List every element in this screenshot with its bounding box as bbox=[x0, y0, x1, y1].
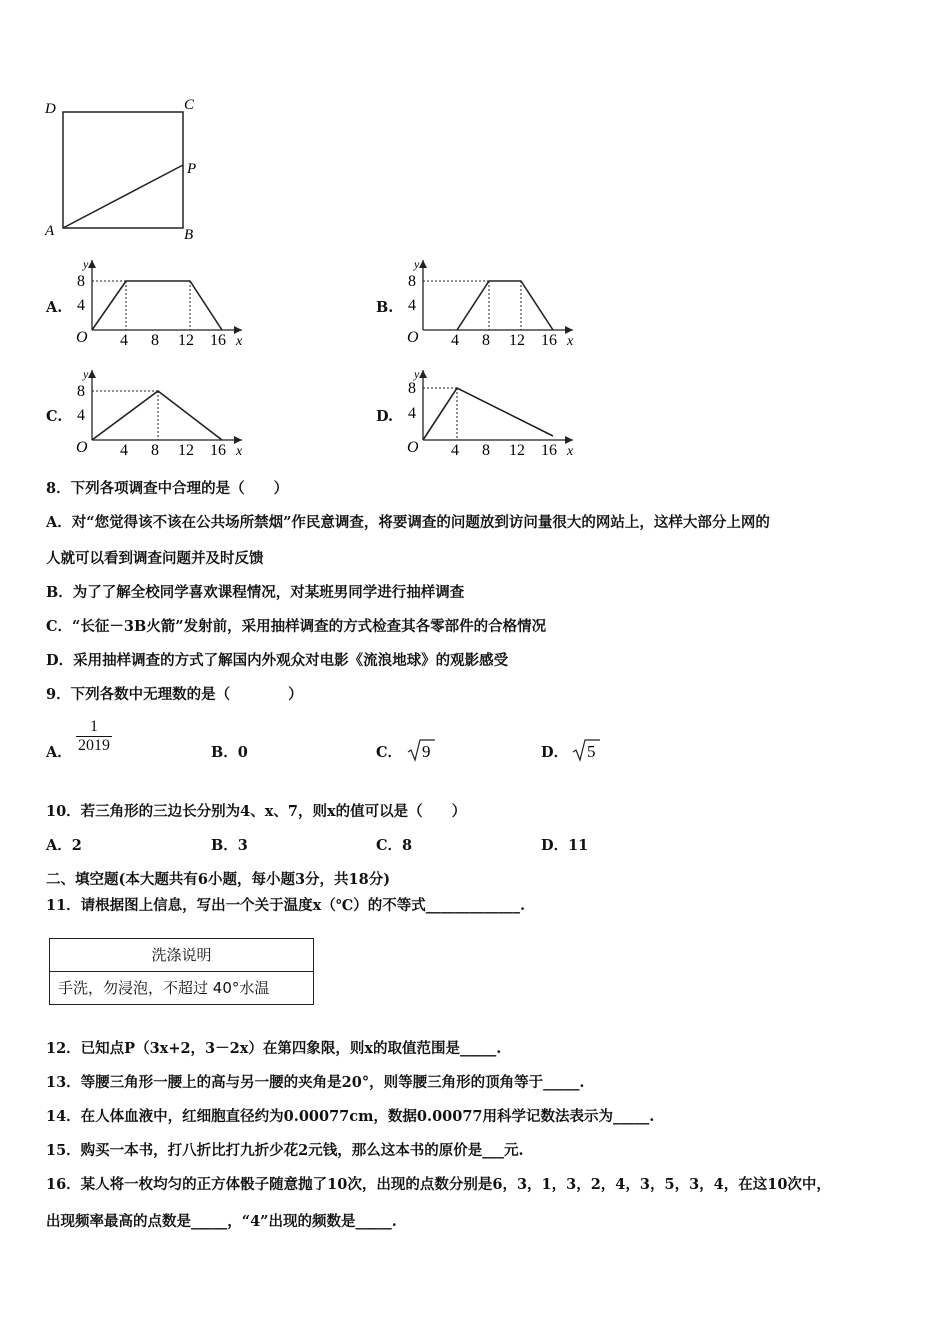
q8-option-c: C．“长征－3B火箭”发射前，采用抽样调查的方式检查其各零部件的合格情况 bbox=[46, 618, 547, 635]
x4: 4 bbox=[120, 332, 128, 348]
q15: 15．购买一本书，打八折比打九折少花2元钱，那么这本书的原价是___元. bbox=[46, 1142, 524, 1159]
washing-label-table bbox=[49, 938, 314, 1005]
x16: 16 bbox=[210, 442, 226, 458]
y8: 8 bbox=[77, 273, 85, 290]
x-label: x bbox=[236, 334, 243, 348]
q12: 12．已知点P（3x+2，3－2x）在第四象限，则x的取值范围是_____. bbox=[46, 1040, 502, 1057]
graph-b bbox=[403, 256, 578, 348]
label-b: B bbox=[184, 227, 194, 243]
q9-option-a-letter: A． bbox=[46, 744, 72, 761]
y8: 8 bbox=[408, 380, 416, 397]
y-label: y bbox=[414, 257, 420, 271]
option-d-letter: D. bbox=[376, 408, 394, 425]
radicand-9: 9 bbox=[422, 742, 431, 761]
x-label: x bbox=[236, 444, 243, 458]
origin: O bbox=[76, 439, 88, 456]
fraction-numerator: 1 bbox=[90, 718, 98, 735]
graph-d bbox=[403, 366, 578, 458]
y4: 4 bbox=[408, 297, 416, 314]
fraction-denominator: 2019 bbox=[78, 737, 110, 754]
q8-stem: 8．下列各项调查中合理的是（ ） bbox=[46, 480, 289, 497]
q9-stem: 9．下列各数中无理数的是（ ） bbox=[46, 686, 303, 703]
graph-c bbox=[72, 366, 247, 458]
q10-stem: 10．若三角形的三边长分别为4、x、7，则x的值可以是（ ） bbox=[46, 803, 467, 820]
label-c: C bbox=[184, 97, 195, 113]
y8: 8 bbox=[77, 383, 85, 400]
label-d: D bbox=[45, 101, 56, 117]
q10-option-c: C．8 bbox=[376, 837, 413, 854]
y-label: y bbox=[83, 367, 89, 381]
label-p: P bbox=[187, 161, 197, 177]
x12: 12 bbox=[178, 332, 194, 348]
section-heading: 二、填空题(本大题共有6小题，每小题3分，共18分) bbox=[46, 871, 391, 888]
graph-a bbox=[72, 256, 247, 348]
x8: 8 bbox=[151, 442, 159, 458]
q11-stem: 11．请根据图上信息，写出一个关于温度x（℃）的不等式_____________. bbox=[46, 897, 525, 914]
x4: 4 bbox=[451, 442, 459, 458]
sqrt-9 bbox=[406, 737, 436, 763]
origin: O bbox=[407, 439, 419, 456]
q10-option-b: B．3 bbox=[211, 837, 248, 854]
q9-option-d-letter: D． bbox=[541, 744, 569, 761]
q8-option-a-line1: A．对“您觉得该不该在公共场所禁烟”作民意调查，将要调查的问题放到访问量很大的网站上，这样大部分上网的 bbox=[46, 514, 770, 531]
q8-option-d: D．采用抽样调查的方式了解国内外观众对电影《流浪地球》的观影感受 bbox=[46, 652, 509, 669]
q16-line2: 出现频率最高的点数是_____，“4”出现的频数是_____. bbox=[46, 1213, 397, 1230]
q8-option-a-line2: 人就可以看到调查问题并及时反馈 bbox=[46, 550, 264, 567]
table-body: 手洗，勿浸泡，不超过 40°水温 bbox=[58, 979, 270, 997]
x12: 12 bbox=[509, 442, 525, 458]
option-a-letter: A. bbox=[46, 299, 63, 316]
x8: 8 bbox=[482, 332, 490, 348]
q9-option-b: B．0 bbox=[211, 744, 248, 761]
y4: 4 bbox=[77, 407, 85, 424]
q9-fraction bbox=[76, 718, 112, 755]
y-label: y bbox=[83, 257, 89, 271]
q8-option-b: B．为了了解全校同学喜欢课程情况，对某班男同学进行抽样调查 bbox=[46, 584, 465, 601]
square-figure bbox=[40, 95, 210, 245]
option-c-letter: C. bbox=[46, 408, 63, 425]
q16-line1: 16．某人将一枚均匀的正方体骰子随意抛了10次，出现的点数分别是6，3，1，3，2，4，3，5，3，4，在这10次中， bbox=[46, 1176, 831, 1193]
x8: 8 bbox=[482, 442, 490, 458]
x12: 12 bbox=[509, 332, 525, 348]
option-b-letter: B. bbox=[376, 299, 394, 316]
x4: 4 bbox=[451, 332, 459, 348]
y8: 8 bbox=[408, 273, 416, 290]
origin: O bbox=[407, 329, 419, 346]
x16: 16 bbox=[210, 332, 226, 348]
y4: 4 bbox=[77, 297, 85, 314]
radicand-5: 5 bbox=[587, 742, 596, 761]
x-label: x bbox=[567, 334, 574, 348]
q10-option-a: A．2 bbox=[46, 837, 82, 854]
y4: 4 bbox=[408, 405, 416, 422]
y-label: y bbox=[414, 367, 420, 381]
table-title: 洗涤说明 bbox=[50, 939, 313, 972]
q13: 13．等腰三角形一腰上的高与另一腰的夹角是20°，则等腰三角形的顶角等于_____. bbox=[46, 1074, 585, 1091]
x8: 8 bbox=[151, 332, 159, 348]
x12: 12 bbox=[178, 442, 194, 458]
q10-option-d: D．11 bbox=[541, 837, 589, 854]
sqrt-5 bbox=[571, 737, 601, 763]
x4: 4 bbox=[120, 442, 128, 458]
x16: 16 bbox=[541, 442, 557, 458]
x16: 16 bbox=[541, 332, 557, 348]
q9-option-c-letter: C． bbox=[376, 744, 403, 761]
origin: O bbox=[76, 329, 88, 346]
label-a: A bbox=[45, 223, 55, 239]
q14: 14．在人体血液中，红细胞直径约为0.00077cm，数据0.00077用科学记数法表示为_____. bbox=[46, 1108, 655, 1125]
x-label: x bbox=[567, 444, 574, 458]
